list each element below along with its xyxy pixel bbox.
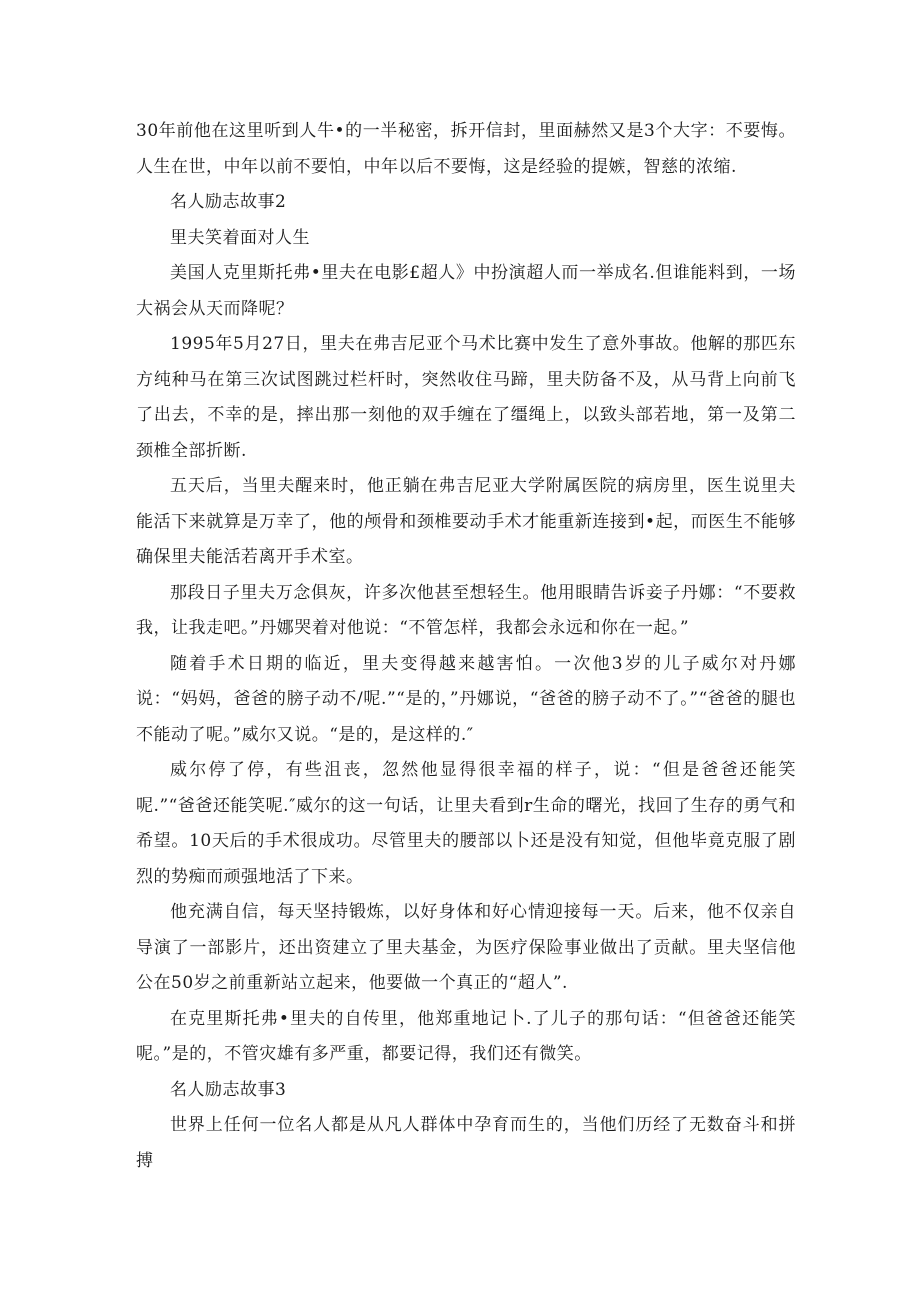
paragraph: 那段日子里夫万念俱灰，许多次他甚至想轻生。他用眼睛告诉妾子丹娜：“不要救我，让我走吧。”丹娜哭着对他说：“不管怎样，我都会永远和你在一起。” xyxy=(136,582,796,638)
story-title: 里夫笑着面对人生 xyxy=(170,227,310,248)
paragraph: 随着手术日期的临近，里夫变得越来越害怕。一次他3岁的儿子威尔对丹娜说：“妈妈，爸爸的膀子动不/呢.”“是的，”丹娜说，“爸爸的膀子动不了。”“爸爸的腿也不能动了呢。”威尔又说。“是的，是这样的.″ xyxy=(136,653,796,745)
paragraph: 美国人克里斯托弗•里夫在电影£超人》中扮演超人而一举成名.但谁能料到，一场大祸会从天而降呢？ xyxy=(136,263,796,319)
paragraph: 世界上任何一位名人都是从凡人群体中孕育而生的，当他们历经了无数奋斗和拼搏 xyxy=(136,1115,796,1171)
paragraph: 他充满自信，每天坚持锻炼，以好身体和好心情迎接每一天。后来，他不仅亲自导演了一部影片，还出资建立了里夫基金，为医疗保险事业做出了贡献。里夫坚信他公在50岁之前重新站立起来，他要做一个真正的“超人”. xyxy=(136,902,796,993)
paragraph: 威尔停了停，有些沮丧，忽然他显得很幸福的样子，说：“但是爸爸还能笑呢.”“爸爸还能笑呢.″威尔的这一句话，让里夫看到r生命的曙光，找回了生存的勇气和希望。10天后的手术很成功。尽管里夫的腰部以卜还是没有知觉，但他毕竟克服了剧烈的势痴而顽强地活了下来。 xyxy=(136,760,796,887)
document-page xyxy=(136,114,796,1179)
story-heading-2: 名人励志故事2 xyxy=(170,192,287,212)
paragraph: 五天后，当里夫醒来时，他正躺在弗吉尼亚大学附属医院的病房里，医生说里夫能活下来就算是万幸了，他的颅骨和颈椎要动手术才能重新连接到•起，而医生不能够确保里夫能活若离开手术室。 xyxy=(136,476,796,567)
paragraph-continuation: 30年前他在这里听到人牛•的一半秘密，拆开信封，里面赫然又是3个大字：不要悔。人生在世，中年以前不要怕，中年以后不要悔，这是经验的提嫉，智慈的浓缩. xyxy=(136,121,796,177)
story-heading-3: 名人励志故事3 xyxy=(170,1079,287,1100)
paragraph: 在克里斯托弗•里夫的自传里，他郑重地记卜.了儿子的那句话：“但爸爸还能笑呢。”是的，不管灾雄有多严重，都要记得，我们还有微笑。 xyxy=(136,1008,796,1064)
paragraph: 1995年5月27日，里夫在弗吉尼亚个马术比赛中发生了意外事故。他解的那匹东方纯种马在第三次试图跳过栏杆时，突然收住马蹄，里夫防备不及，从马背上向前飞了出去，不幸的是，摔出那一刻他的双手缠在了缰绳上，以致头部若地，第一及第二颈椎全部折断. xyxy=(136,334,796,461)
